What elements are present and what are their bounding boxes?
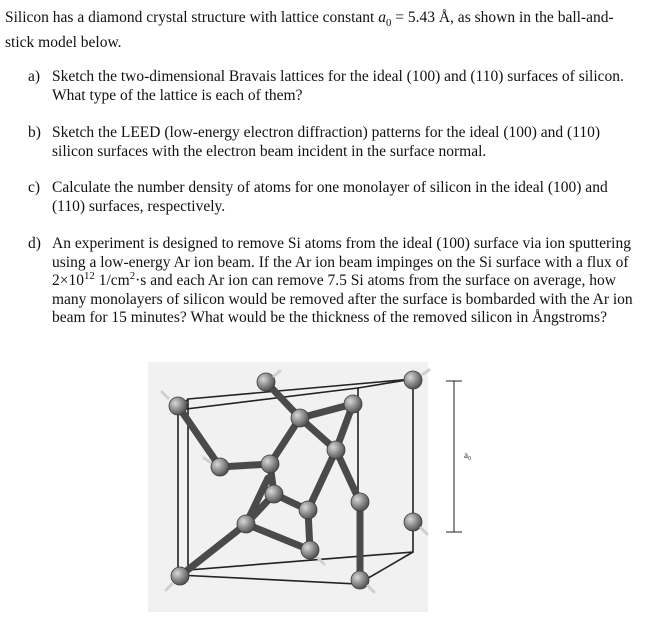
question-d-text-2: 1/cm (94, 272, 130, 289)
atom (404, 513, 422, 531)
atom (257, 373, 275, 391)
intro-paragraph (5, 8, 637, 52)
diamond-lattice-svg (148, 362, 483, 612)
atom (265, 485, 283, 503)
question-c-label: c) (28, 179, 41, 196)
question-a-label: a) (28, 68, 41, 85)
area-exponent: 2 (129, 269, 136, 282)
question-a-text: Sketch the two-dimensional Bravais lattices for the ideal (100) and (110) surfaces of silicon. What type of the lattice is each of them? (52, 68, 624, 104)
question-d-text-1: An experiment is designed to remove Si atoms from the ideal (100) surface via ion sputtering using a low-energy Ar ion beam. If the Ar ion beam impinges on the Si surface with a flux of 2×10 (52, 235, 631, 289)
atom (261, 455, 279, 473)
atom (291, 409, 309, 427)
atom (301, 541, 319, 559)
question-d-text (52, 235, 638, 328)
atom (237, 515, 255, 533)
intro-text-part2: = 5.43 Å, as shown in the ball-and-stick model below. (5, 9, 614, 52)
atom (211, 458, 229, 476)
atom (404, 371, 422, 389)
atom (299, 501, 317, 519)
question-d (28, 235, 638, 328)
question-a (28, 68, 638, 105)
flux-exponent: 12 (84, 269, 95, 282)
question-c (28, 179, 638, 216)
question-b-label: b) (28, 124, 41, 141)
question-b-text: Sketch the LEED (low-energy electron diffraction) patterns for the ideal (100) and (110) silicon surfaces with the electron beam incident in the surface normal. (52, 124, 601, 160)
question-d-label: d) (28, 235, 41, 252)
atom (344, 395, 362, 413)
atom (169, 397, 187, 415)
atom (327, 441, 345, 459)
diamond-lattice-figure (148, 362, 483, 612)
intro-text-part1: Silicon has a diamond crystal structure with lattice constant (5, 9, 379, 26)
question-d-text-3: ·s and each Ar ion can remove 7.5 Si atoms from the surface on average, how many monolayers of silicon would be removed after the surface is bombarded with the Ar ion beam for 15 minutes? What would be the thickness of the removed silicon in Ångstroms? (52, 272, 633, 326)
lattice-constant-symbol: a (378, 9, 386, 26)
lattice-constant-subscript: 0 (385, 17, 392, 30)
lattice-constant-marker (446, 381, 462, 532)
atom (351, 493, 369, 511)
question-c-text: Calculate the number density of atoms for one monolayer of silicon in the ideal (100) and (110) surfaces, respectively. (52, 179, 608, 215)
lattice-constant-label: a₀ (464, 450, 472, 460)
atom (351, 571, 369, 589)
question-b (28, 124, 638, 161)
atom (171, 567, 189, 585)
